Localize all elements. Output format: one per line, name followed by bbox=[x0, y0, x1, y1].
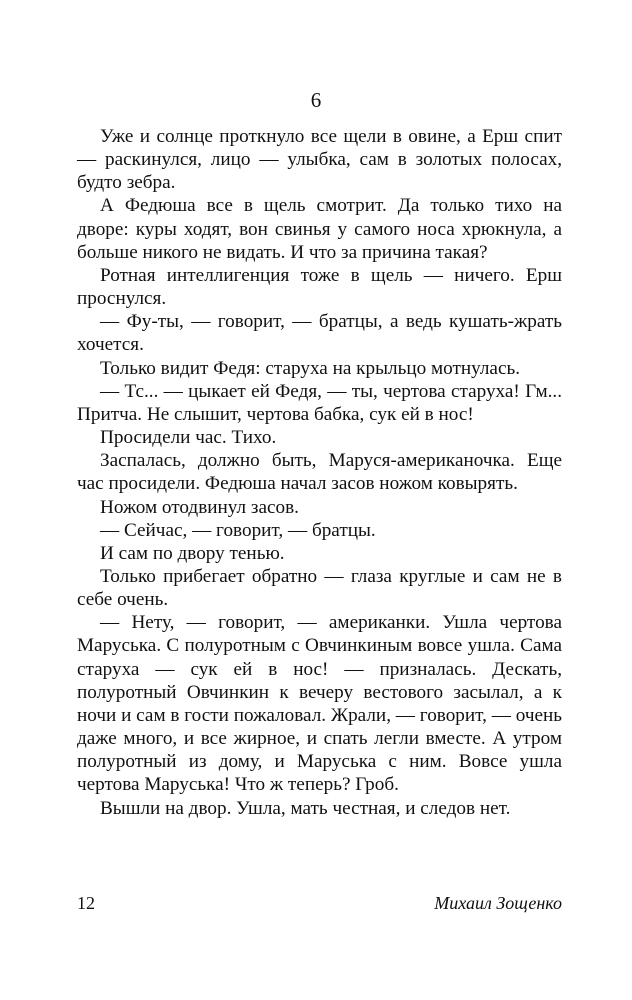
paragraph: Просидели час. Тихо. bbox=[100, 427, 277, 449]
paragraph: — Нету, — говорит, — американки. Ушла чертова Маруська. С полуротным с Овчинкиным вовсе ушла. Сама старуха — сук ей в нос! — призналась. Дескать, полуротный Овчинкин к вечеру вестового засылал, а к ночи и сам в гости пожаловал. Жрали, — говорит, — очень даже много, и все жирное, и спать легли вместе. А утром полуротный из дому, и Маруська с ним. Вовсе ушла чертова Маруська! Что ж теперь? Гроб. bbox=[77, 612, 562, 796]
paragraph: Вышли на двор. Ушла, мать честная, и следов нет. bbox=[100, 797, 511, 819]
paragraph: Заспалась, должно быть, Маруся-американочка. Еще час просидели. Федюша начал засов ножом ковырять. bbox=[77, 450, 562, 495]
running-author: Михаил Зощенко bbox=[434, 893, 562, 913]
page-footer bbox=[77, 891, 562, 915]
paragraph: Ротная интеллигенция тоже в щель — ничего. Ерш проснулся. bbox=[77, 264, 562, 310]
page-number: 12 bbox=[77, 893, 95, 913]
paragraph: Уже и солнце проткнуло все щели в овине, а Ерш спит — раскинулся, лицо — улыбка, сам в золотых полосах, будто зебра. bbox=[77, 126, 562, 194]
paragraph: Только прибегает обратно — глаза круглые и сам не в себе очень. bbox=[77, 565, 562, 611]
paragraph: Только видит Федя: старуха на крыльцо мотнулась. bbox=[100, 357, 521, 379]
paragraph: И сам по двору тенью. bbox=[100, 542, 285, 564]
paragraph: Ножом отодвинул засов. bbox=[100, 496, 299, 518]
paragraph: — Фу-ты, — говорит, — братцы, а ведь кушать-жрать хочется. bbox=[77, 311, 562, 356]
body-text bbox=[77, 125, 562, 820]
paragraph: — Сейчас, — говорит, — братцы. bbox=[100, 519, 376, 541]
paragraph: — Тс... — цыкает ей Федя, — ты, чертова старуха! Гм... Притча. Не слышит, чертова бабка, сук ей в нос! bbox=[77, 380, 562, 425]
paragraph: А Федюша все в щель смотрит. Да только тихо на дворе: куры ходят, вон свинья у самого носа хрюкнула, а больше никого не видать. И что за причина такая? bbox=[77, 195, 562, 263]
chapter-number: 6 bbox=[310, 88, 322, 112]
